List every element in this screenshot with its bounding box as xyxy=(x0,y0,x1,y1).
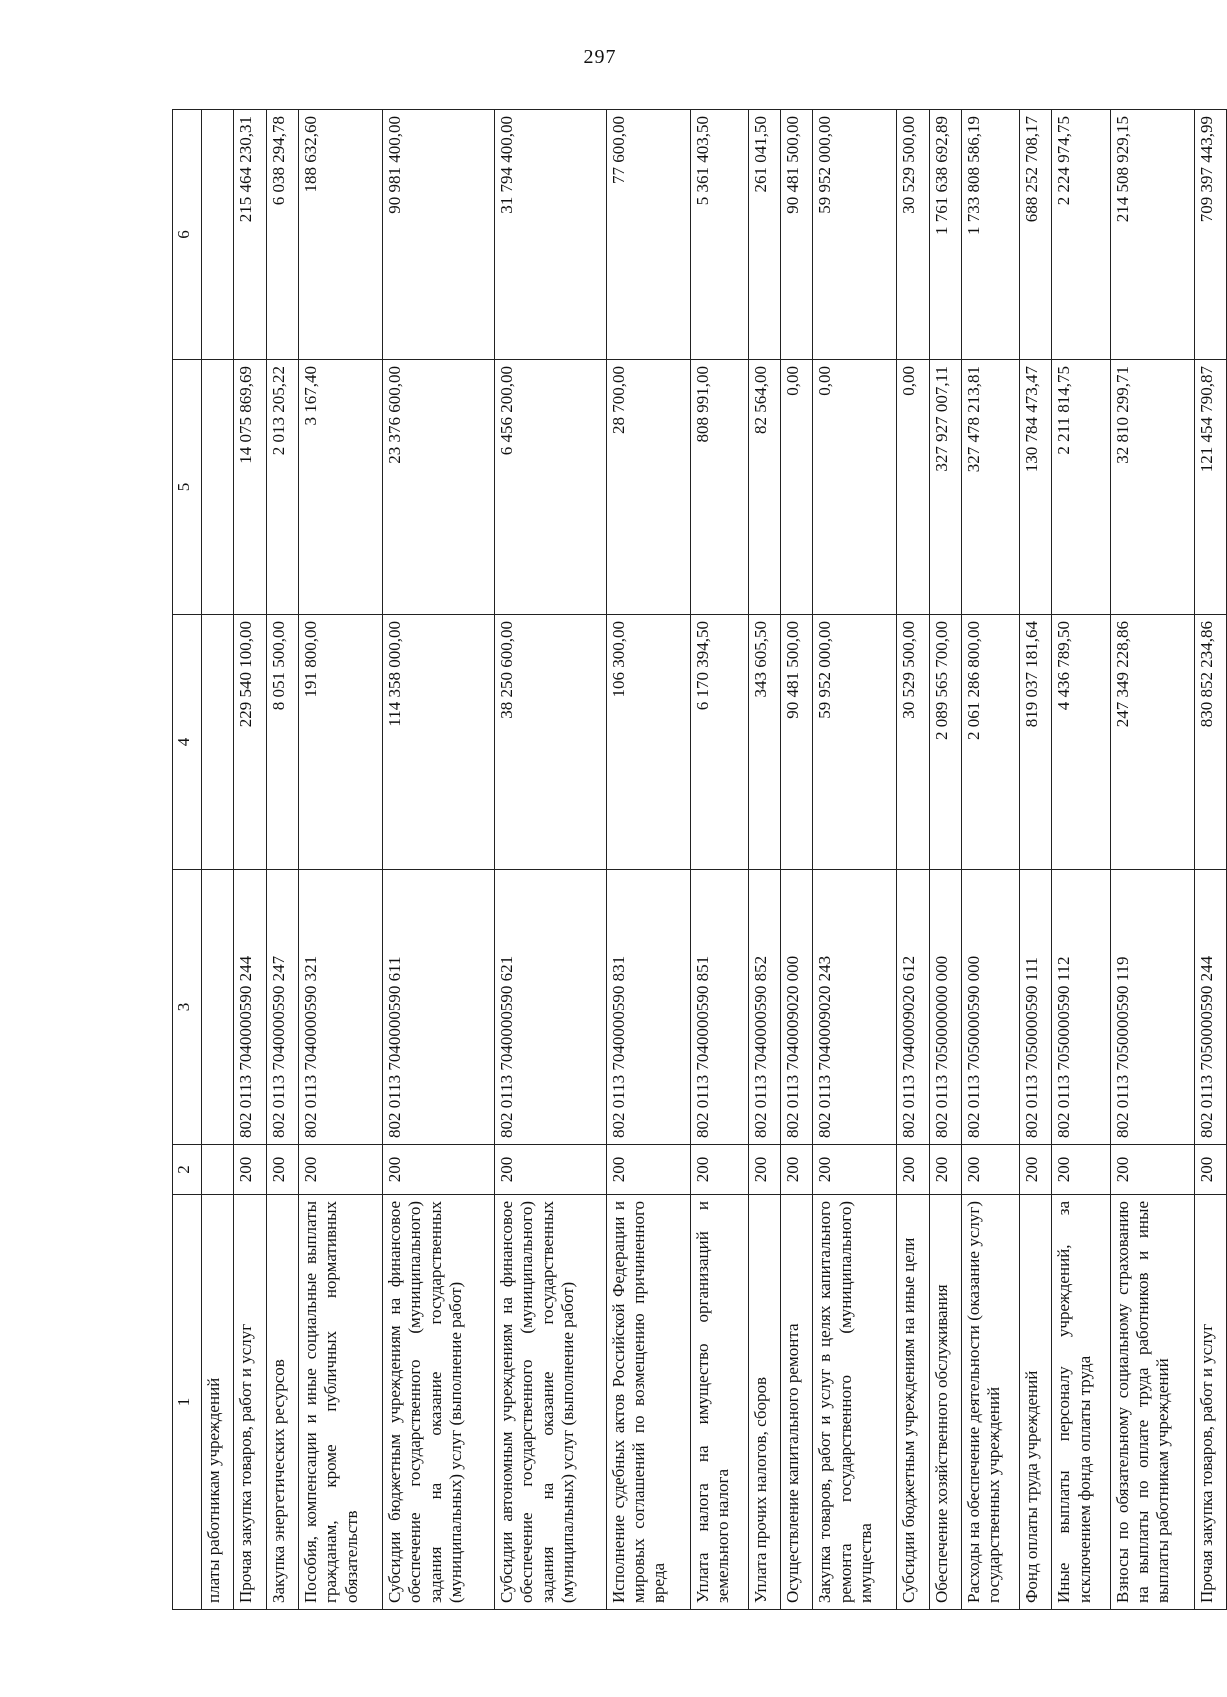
row-classification-code: 802 0113 7040000590 321 xyxy=(298,870,382,1145)
row-col6-value: 261 041,50 xyxy=(748,110,780,360)
row-classification-code: 802 0113 7040000590 611 xyxy=(382,870,494,1145)
header-col-3: 3 xyxy=(173,870,202,1145)
row-name: Субсидии бюджетным учреждениям на иные цели xyxy=(897,1195,929,1610)
row-classification-code: 802 0113 7040000590 247 xyxy=(266,870,298,1145)
row-line-code: 200 xyxy=(929,1145,961,1195)
row-line-code: 200 xyxy=(1194,1145,1226,1195)
row-col5-value: 28 700,00 xyxy=(606,360,690,615)
row-col5-value: 0,00 xyxy=(781,360,813,615)
table-row xyxy=(690,110,748,1610)
row-col4-value: 6 170 394,50 xyxy=(690,615,748,870)
row-classification-code: 802 0113 7050000590 000 xyxy=(961,870,1019,1145)
row-col6-value: 90 981 400,00 xyxy=(382,110,494,360)
row-col5-value: 6 456 200,00 xyxy=(494,360,606,615)
row-name: Субсидии автономным учреждениям на финансовое обеспечение государственного (муниципального) задания на оказание государственных (муниципальных) услуг (выполнение работ) xyxy=(494,1195,606,1610)
row-col5-value: 327 927 007,11 xyxy=(929,360,961,615)
row-col5-value: 130 784 473,47 xyxy=(1020,360,1052,615)
row-col4-value xyxy=(202,615,234,870)
row-classification-code: 802 0113 7050000590 119 xyxy=(1110,870,1194,1145)
row-col5-value: 121 454 790,87 xyxy=(1194,360,1226,615)
row-classification-code xyxy=(202,870,234,1145)
row-col6-value: 90 481 500,00 xyxy=(781,110,813,360)
row-name: Уплата прочих налогов, сборов xyxy=(748,1195,780,1610)
row-col6-value: 709 397 443,99 xyxy=(1194,110,1226,360)
table-row xyxy=(897,110,929,1610)
row-name: Субсидии бюджетным учреждениям на финансовое обеспечение государственного (муниципального) задания на оказание государственных (муниципальных) услуг (выполнение работ) xyxy=(382,1195,494,1610)
header-col-4: 4 xyxy=(173,615,202,870)
row-col5-value: 327 478 213,81 xyxy=(961,360,1019,615)
rotated-table-frame xyxy=(172,110,1227,1610)
row-col4-value: 59 952 000,00 xyxy=(813,615,897,870)
row-col4-value: 38 250 600,00 xyxy=(494,615,606,870)
row-name: Закупка энергетических ресурсов xyxy=(266,1195,298,1610)
table-row xyxy=(1110,110,1194,1610)
row-col5-value: 808 991,00 xyxy=(690,360,748,615)
row-col4-value: 8 051 500,00 xyxy=(266,615,298,870)
table-row xyxy=(494,110,606,1610)
row-classification-code: 802 0113 7050000590 112 xyxy=(1052,870,1110,1145)
budget-table xyxy=(172,109,1227,1610)
table-row xyxy=(266,110,298,1610)
row-classification-code: 802 0113 7040009020 612 xyxy=(897,870,929,1145)
header-col-5: 5 xyxy=(173,360,202,615)
row-col6-value: 214 508 929,15 xyxy=(1110,110,1194,360)
row-col4-value: 30 529 500,00 xyxy=(897,615,929,870)
row-line-code: 200 xyxy=(781,1145,813,1195)
row-col4-value: 819 037 181,64 xyxy=(1020,615,1052,870)
row-line-code: 200 xyxy=(266,1145,298,1195)
row-col6-value: 30 529 500,00 xyxy=(897,110,929,360)
row-line-code: 200 xyxy=(298,1145,382,1195)
row-classification-code: 802 0113 7050000590 244 xyxy=(1194,870,1226,1145)
row-name: Фонд оплаты труда учреждений xyxy=(1020,1195,1052,1610)
row-col4-value: 191 800,00 xyxy=(298,615,382,870)
row-name: Прочая закупка товаров, работ и услуг xyxy=(1194,1195,1226,1610)
row-name: Иные выплаты персоналу учреждений, за исключением фонда оплаты труда xyxy=(1052,1195,1110,1610)
table-row xyxy=(298,110,382,1610)
row-line-code: 200 xyxy=(813,1145,897,1195)
row-col6-value: 688 252 708,17 xyxy=(1020,110,1052,360)
row-col6-value: 5 361 403,50 xyxy=(690,110,748,360)
row-col5-value: 23 376 600,00 xyxy=(382,360,494,615)
table-row xyxy=(382,110,494,1610)
row-col4-value: 247 349 228,86 xyxy=(1110,615,1194,870)
row-line-code: 200 xyxy=(1020,1145,1052,1195)
row-line-code: 200 xyxy=(1052,1145,1110,1195)
row-line-code: 200 xyxy=(690,1145,748,1195)
row-name: Осуществление капитального ремонта xyxy=(781,1195,813,1610)
row-name: платы работникам учреждений xyxy=(202,1195,234,1610)
table-wrapper xyxy=(172,110,1227,1610)
table-row xyxy=(813,110,897,1610)
row-name: Обеспечение хозяйственного обслуживания xyxy=(929,1195,961,1610)
row-col4-value: 2 061 286 800,00 xyxy=(961,615,1019,870)
row-name: Прочая закупка товаров, работ и услуг xyxy=(234,1195,266,1610)
table-row xyxy=(202,110,234,1610)
row-name: Исполнение судебных актов Российской Федерации и мировых соглашений по возмещению причиненного вреда xyxy=(606,1195,690,1610)
table-row xyxy=(748,110,780,1610)
row-line-code: 200 xyxy=(748,1145,780,1195)
table-row xyxy=(929,110,961,1610)
row-name: Пособия, компенсации и иные социальные выплаты гражданам, кроме публичных нормативных обязательств xyxy=(298,1195,382,1610)
row-col6-value: 2 224 974,75 xyxy=(1052,110,1110,360)
row-classification-code: 802 0113 7040009020 243 xyxy=(813,870,897,1145)
row-line-code: 200 xyxy=(961,1145,1019,1195)
header-row xyxy=(173,110,202,1610)
row-line-code xyxy=(202,1145,234,1195)
header-col-6: 6 xyxy=(173,110,202,360)
row-col6-value: 77 600,00 xyxy=(606,110,690,360)
row-col6-value: 1 733 808 586,19 xyxy=(961,110,1019,360)
row-line-code: 200 xyxy=(494,1145,606,1195)
row-col4-value: 830 852 234,86 xyxy=(1194,615,1226,870)
row-col6-value: 6 038 294,78 xyxy=(266,110,298,360)
row-classification-code: 802 0113 7040000590 851 xyxy=(690,870,748,1145)
row-classification-code: 802 0113 7040000590 244 xyxy=(234,870,266,1145)
table-row xyxy=(234,110,266,1610)
row-col4-value: 2 089 565 700,00 xyxy=(929,615,961,870)
row-line-code: 200 xyxy=(382,1145,494,1195)
row-col4-value: 90 481 500,00 xyxy=(781,615,813,870)
row-line-code: 200 xyxy=(234,1145,266,1195)
row-col4-value: 343 605,50 xyxy=(748,615,780,870)
row-col4-value: 229 540 100,00 xyxy=(234,615,266,870)
row-line-code: 200 xyxy=(897,1145,929,1195)
row-col6-value: 1 761 638 692,89 xyxy=(929,110,961,360)
table-row xyxy=(781,110,813,1610)
row-col5-value: 32 810 299,71 xyxy=(1110,360,1194,615)
row-col5-value: 82 564,00 xyxy=(748,360,780,615)
row-col4-value: 106 300,00 xyxy=(606,615,690,870)
row-classification-code: 802 0113 7050000000 000 xyxy=(929,870,961,1145)
row-classification-code: 802 0113 7040000590 852 xyxy=(748,870,780,1145)
row-col5-value xyxy=(202,360,234,615)
row-col5-value: 3 167,40 xyxy=(298,360,382,615)
row-classification-code: 802 0113 7040009020 000 xyxy=(781,870,813,1145)
row-name: Расходы на обеспечение деятельности (оказание услуг) государственных учреждений xyxy=(961,1195,1019,1610)
row-line-code: 200 xyxy=(1110,1145,1194,1195)
row-col5-value: 2 211 814,75 xyxy=(1052,360,1110,615)
row-col6-value: 215 464 230,31 xyxy=(234,110,266,360)
row-col4-value: 114 358 000,00 xyxy=(382,615,494,870)
header-col-1: 1 xyxy=(173,1195,202,1610)
row-classification-code: 802 0113 7040000590 831 xyxy=(606,870,690,1145)
row-col5-value: 0,00 xyxy=(813,360,897,615)
row-classification-code: 802 0113 7050000590 111 xyxy=(1020,870,1052,1145)
row-col6-value: 31 794 400,00 xyxy=(494,110,606,360)
row-classification-code: 802 0113 7040000590 621 xyxy=(494,870,606,1145)
row-col4-value: 4 436 789,50 xyxy=(1052,615,1110,870)
row-name: Взносы по обязательному социальному страхованию на выплаты по оплате труда работников и иные выплаты работникам учреждений xyxy=(1110,1195,1194,1610)
table-row xyxy=(1194,110,1226,1610)
row-col5-value: 14 075 869,69 xyxy=(234,360,266,615)
table-row xyxy=(606,110,690,1610)
row-col5-value: 0,00 xyxy=(897,360,929,615)
row-name: Уплата налога на имущество организаций и земельного налога xyxy=(690,1195,748,1610)
row-name: Закупка товаров, работ и услуг в целях капитального ремонта государственного (муниципального) имущества xyxy=(813,1195,897,1610)
row-col6-value: 188 632,60 xyxy=(298,110,382,360)
header-col-2: 2 xyxy=(173,1145,202,1195)
table-row xyxy=(1052,110,1110,1610)
table-row xyxy=(1020,110,1052,1610)
row-col6-value xyxy=(202,110,234,360)
row-line-code: 200 xyxy=(606,1145,690,1195)
row-col5-value: 2 013 205,22 xyxy=(266,360,298,615)
row-col6-value: 59 952 000,00 xyxy=(813,110,897,360)
table-row xyxy=(961,110,1019,1610)
page-number: 297 xyxy=(583,46,617,68)
